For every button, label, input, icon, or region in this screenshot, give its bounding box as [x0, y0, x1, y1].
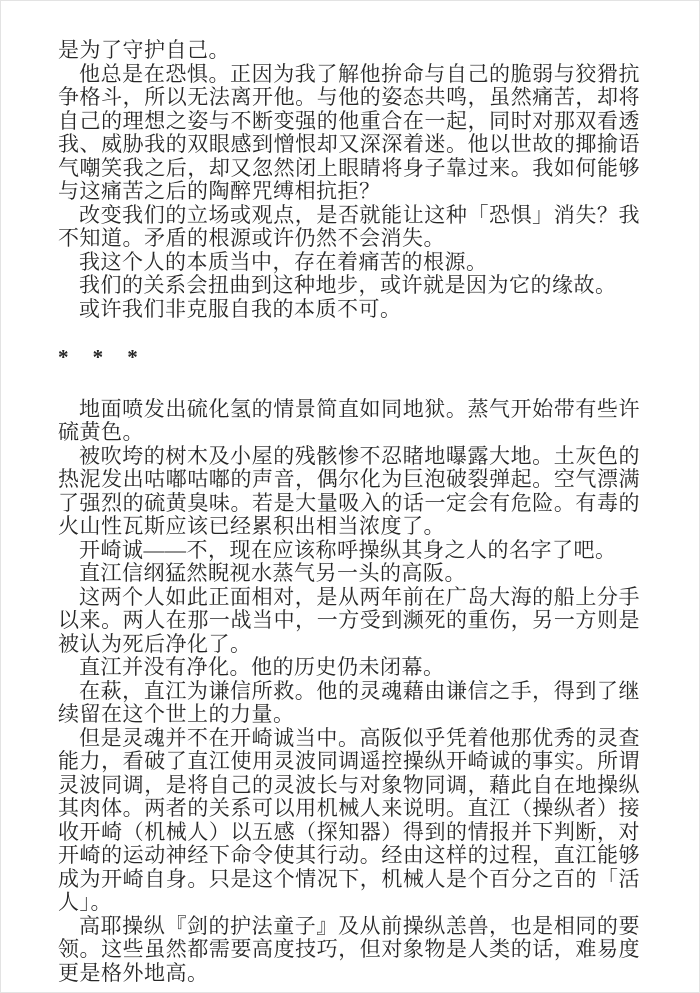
text-column: [58, 39, 640, 985]
paragraph: 直江信纲猛然睨视水蒸气另一头的高阪。: [79, 561, 466, 585]
paragraph: 直江并没有净化。他的历史仍未闭幕。: [79, 655, 445, 679]
section-separator: * * *: [58, 345, 148, 369]
paragraph: 这两个人如此正面相对，是从两年前在广岛大海的船上分手以来。两人在那一战当中，一方受到濒死的重伤，另一方则是被认为死后净化了。: [58, 584, 640, 656]
paragraph: 我这个人的本质当中，存在着痛苦的根源。: [79, 249, 488, 274]
paragraph: 被吹垮的树木及小屋的残骸惨不忍睹地曝露大地。土灰色的热泥发出咕嘟咕嘟的声音，偶尔化为巨泡破裂弹起。空气漂满了强烈的硫黄臭味。若是大量吸入的话一定会有危险。有毒的火山性瓦斯应该已经累积出相当浓度了。: [58, 443, 640, 538]
paragraph: 他总是在恐惧。正因为我了解他拚命与自己的脆弱与狡猾抗争格斗，所以无法离开他。与他的姿态共鸣，虽然痛苦，却将自己的理想之姿与不断变强的他重合在一起，同时对那双看透我、威胁我的双眼感到憎恨却又深深着迷。他以世故的揶揄语气嘲笑我之后，却又忽然闭上眼睛将身子靠过来。我如何能够与这痛苦之后的陶醉咒缚相抗拒？: [58, 61, 640, 203]
paragraph: 高耶操纵『剑的护法童子』及从前操纵恙兽，也是相同的要领。这些虽然都需要高度技巧，但对象物是人类的话，难易度更是格外地高。: [58, 913, 640, 985]
paragraph: 改变我们的立场或观点，是否就能让这种「恐惧」消失？我不知道。矛盾的根源或许仍然不会消失。: [58, 202, 640, 250]
paragraph: 地面喷发出硫化氢的情景简直如同地狱。蒸气开始带有些许硫黄色。: [58, 396, 640, 444]
paragraph: 或许我们非克服自我的本质不可。: [79, 296, 402, 321]
paragraph: 我们的关系会扭曲到这种地步，或许就是因为它的缘故。: [79, 273, 617, 297]
paragraph: 但是灵魂并不在开崎诚当中。高阪似乎凭着他那优秀的灵查能力，看破了直江使用灵波同调遥控操纵开崎诚的事实。所谓灵波同调，是将自己的灵波长与对象物同调，藉此自在地操纵其肉体。两者的关系可以用机械人来说明。直江（操纵者）接收开崎（机械人）以五感（探知器）得到的情报并下判断，对开崎的运动神经下命令使其行动。经由这样的过程，直江能够成为开崎自身。只是这个情况下，机械人是个百分之百的「活人」。: [58, 725, 640, 914]
paragraph: 是为了守护自己。: [58, 38, 230, 62]
paragraph: 在萩，直江为谦信所救。他的灵魂藉由谦信之手，得到了继续留在这个世上的力量。: [58, 678, 640, 726]
paragraph: 开崎诚——不，现在应该称呼操纵其身之人的名字了吧。: [79, 537, 617, 562]
